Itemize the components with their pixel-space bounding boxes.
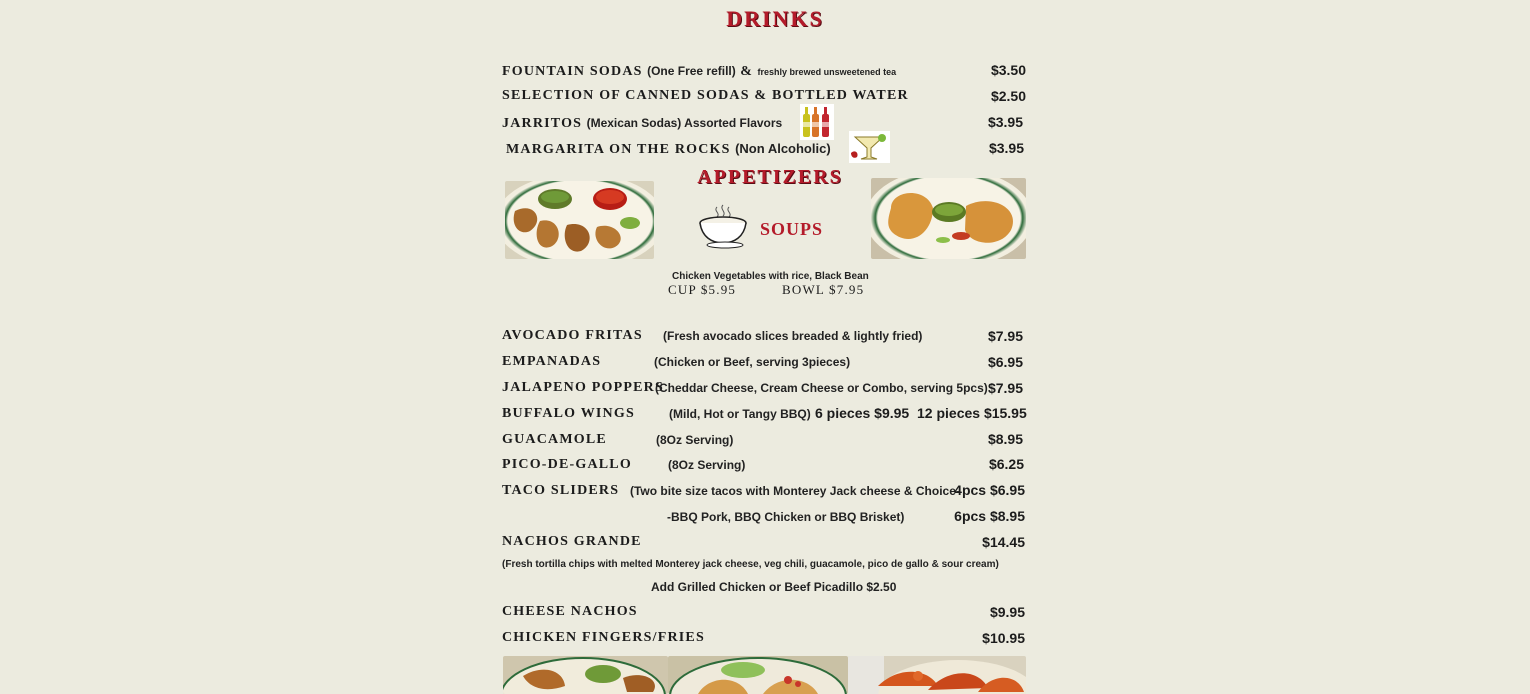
appetizer-name: JALAPENO POPPERS (502, 380, 664, 395)
appetizer-price: $8.95 (987, 431, 1023, 447)
drink-extra: (Mexican Sodas) Assorted Flavors (586, 116, 783, 130)
appetizer-desc: (Fresh avocado slices breaded & lightly fried) (663, 329, 923, 343)
appetizer-desc: (Chicken or Beef, serving 3pieces) (654, 355, 851, 369)
avocado-fritas-photo (505, 181, 654, 259)
chicken-fingers-photo (503, 656, 668, 694)
drink-price: $2.50 (990, 88, 1026, 104)
appetizer-price: $6.95 (987, 354, 1023, 370)
appetizer-price: $9.95 (989, 604, 1025, 620)
appetizer-price: $6.25 (988, 456, 1024, 472)
drink-small-note: freshly brewed unsweetened tea (757, 67, 897, 77)
appetizer-price: $14.45 (982, 534, 1025, 550)
appetizer-option: 12 pieces $15.95 (917, 405, 1027, 421)
appetizer-desc: (Fresh tortilla chips with melted Monterey jack cheese, veg chili, guacamole, pico de gallo & sour cream) (502, 559, 999, 570)
appetizer-desc: (Cheddar Cheese, Cream Cheese or Combo, serving 5pcs) (655, 381, 988, 395)
drink-name: FOUNTAIN SODAS (502, 64, 643, 79)
soda-bottles-icon (800, 104, 834, 140)
appetizer-price: 4pcs $6.95 (954, 482, 1025, 498)
drink-row-fountain-sodas (502, 62, 896, 80)
appetizer-desc: (Mild, Hot or Tangy BBQ) (669, 407, 811, 421)
drink-name: MARGARITA ON THE ROCKS (506, 142, 731, 157)
drink-name-canned-sodas: SELECTION OF CANNED SODAS & BOTTLED WATER (502, 88, 909, 103)
appetizer-desc-continued: -BBQ Pork, BBQ Chicken or BBQ Brisket) (667, 510, 905, 524)
taco-sliders-photo (668, 656, 848, 694)
appetizer-option: 6 pieces $9.95 (815, 405, 910, 421)
appetizer-desc: (Two bite size tacos with Monterey Jack cheese & Choice- (630, 484, 960, 498)
drink-row-margarita (506, 140, 831, 158)
drink-price: $3.50 (990, 62, 1026, 78)
soup-bowl-price: BOWL $7.95 (782, 282, 865, 297)
appetizer-name: CHICKEN FINGERS/FRIES (502, 630, 705, 645)
drink-price: $3.95 (988, 140, 1024, 156)
drink-name: JARRITOS (502, 116, 583, 131)
drinks-title: DRINKS (726, 6, 824, 31)
appetizer-name: GUACAMOLE (502, 432, 607, 447)
drink-extra: (One Free refill) (647, 64, 736, 78)
soups-description: Chicken Vegetables with rice, Black Bean (672, 271, 869, 282)
margarita-glass-icon (849, 131, 890, 163)
appetizers-title: APPETIZERS (697, 166, 843, 188)
drink-extra: (Non Alcoholic) (735, 141, 831, 156)
appetizer-name: TACO SLIDERS (502, 483, 620, 498)
appetizer-price: $10.95 (982, 630, 1025, 646)
buffalo-wings-photo (848, 656, 1026, 694)
soup-bowl-icon (697, 203, 749, 249)
appetizer-price: $7.95 (987, 328, 1023, 344)
drink-price: $3.95 (987, 114, 1023, 130)
appetizer-name: AVOCADO FRITAS (502, 328, 643, 343)
appetizer-name: EMPANADAS (502, 354, 602, 369)
appetizer-desc: (8Oz Serving) (668, 458, 746, 472)
appetizer-desc: (8Oz Serving) (656, 433, 734, 447)
appetizer-name: CHEESE NACHOS (502, 604, 638, 619)
appetizer-price: $7.95 (987, 380, 1023, 396)
drink-amp: & (740, 64, 754, 79)
soups-title: SOUPS (760, 219, 824, 239)
appetizer-price: 6pcs $8.95 (954, 508, 1025, 524)
drink-row-jarritos (502, 114, 782, 132)
appetizer-name: BUFFALO WINGS (502, 406, 635, 421)
empanadas-photo (871, 178, 1026, 259)
appetizer-name: NACHOS GRANDE (502, 534, 642, 549)
appetizer-name: PICO-DE-GALLO (502, 457, 632, 472)
soup-cup-price: CUP $5.95 (668, 282, 737, 297)
appetizer-addon: Add Grilled Chicken or Beef Picadillo $2.50 (651, 580, 897, 594)
